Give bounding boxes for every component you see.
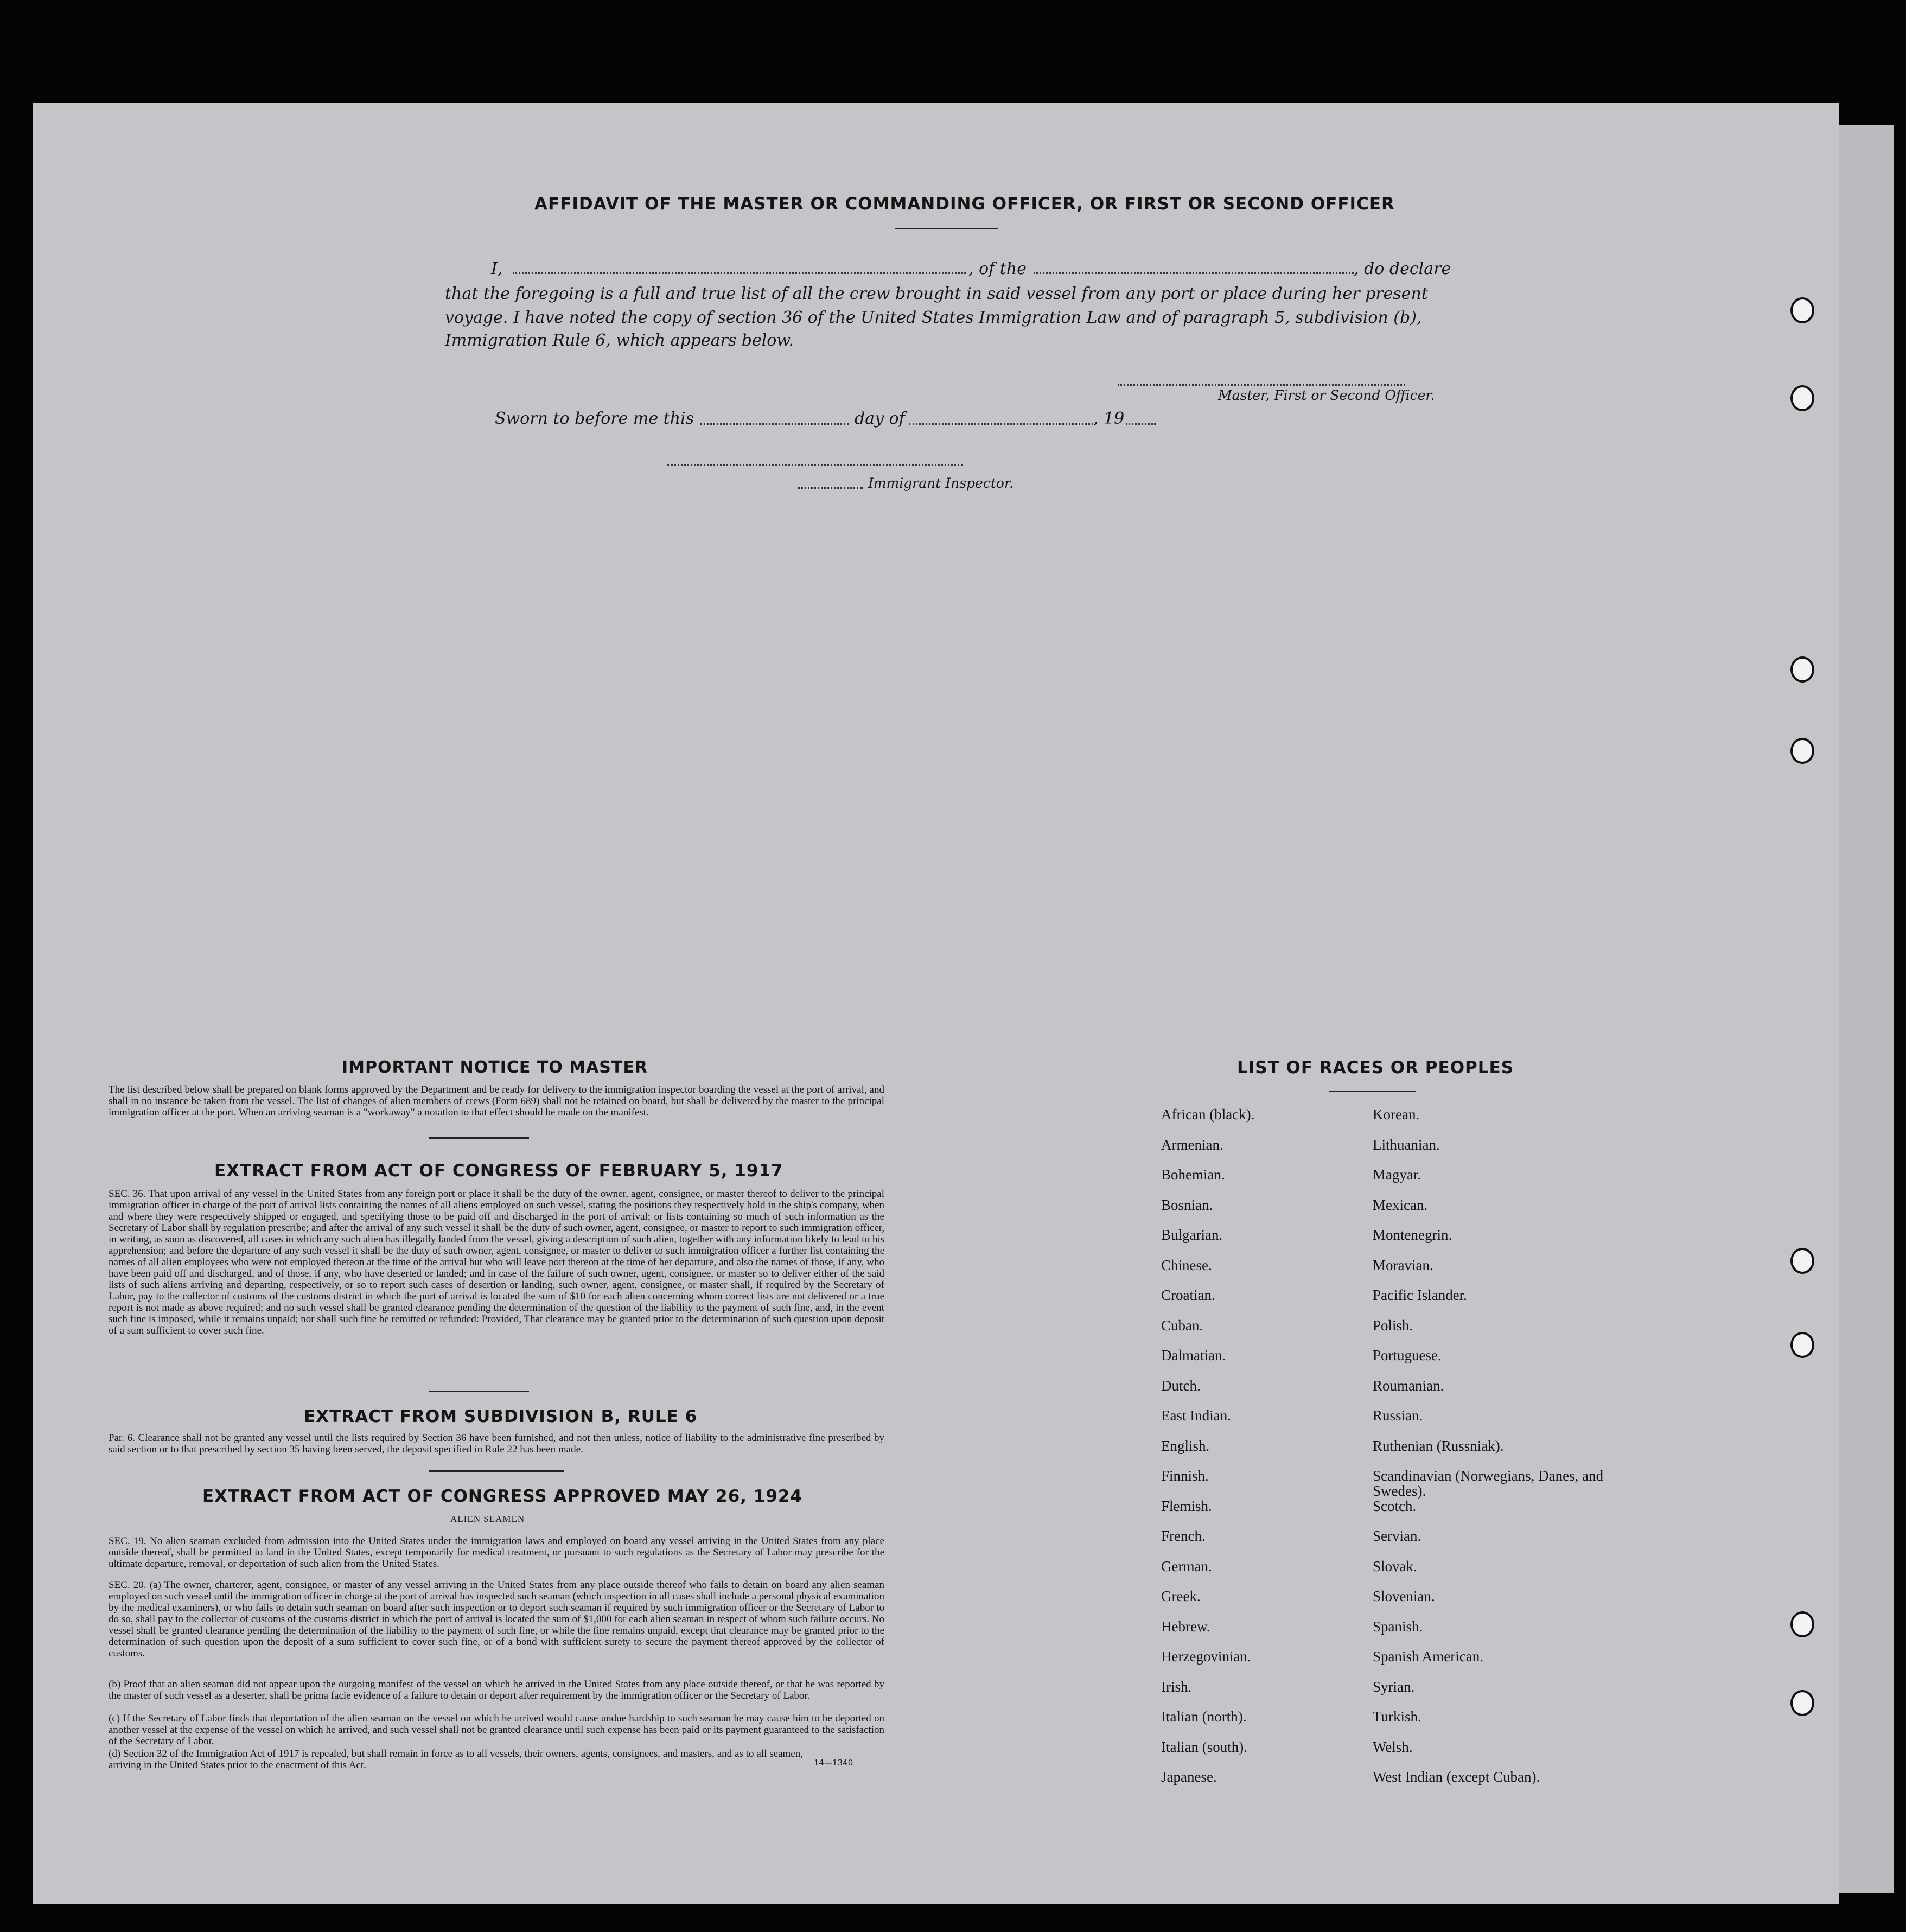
inspector-signature-line[interactable] xyxy=(667,464,963,466)
title-rule xyxy=(895,228,998,229)
races-column-2 xyxy=(1373,1107,1611,1800)
race-item: Mexican. xyxy=(1373,1196,1428,1213)
binder-hole xyxy=(1790,297,1814,323)
extract-1924-sec20c: (c) If the Secretary of Labor finds that deportation of the alien seaman on the vessel on which he arrived would cause undue hardship to such seaman he may cause him to be deported on another vessel at the expense of the vessel on which he arrived, and such vessel shall not be granted clearance until such expense has been paid or its payment guaranteed to the satisfaction of the Secretary of Labor. xyxy=(109,1713,884,1747)
notice-body: The list described below shall be prepared on blank forms approved by the Department and be ready for delivery to the immigration inspector boarding the vessel at the port of arrival, and shall in no instance be taken from the vessel. The list of changes of alien members of crews (Form 689) shall not be retained on board, but shall be delivered by the master to the principal immigration officer at the port. When an arriving seaman is a "workaway" a notation to that effect should be made on the manifest. xyxy=(109,1084,884,1118)
sworn-year-blank[interactable] xyxy=(1126,423,1156,425)
binder-hole xyxy=(1790,1332,1814,1358)
affidavit-do-declare: , do declare xyxy=(1354,259,1451,278)
inspector-line-lead xyxy=(798,487,863,489)
race-item: African (black). xyxy=(1161,1106,1255,1123)
race-item: Scotch. xyxy=(1373,1497,1417,1514)
race-item: Scandinavian (Norwegians, Danes, and Swedes). xyxy=(1373,1468,1604,1499)
master-label: Master, First or Second Officer. xyxy=(1218,387,1435,403)
race-item: Spanish American. xyxy=(1373,1648,1483,1665)
binder-hole xyxy=(1790,1248,1814,1274)
race-item: Bohemian. xyxy=(1161,1166,1225,1183)
race-item: Dalmatian. xyxy=(1161,1347,1226,1363)
binder-hole xyxy=(1790,1611,1814,1637)
vessel-blank[interactable] xyxy=(1034,272,1354,274)
race-item: Slovenian. xyxy=(1373,1588,1435,1604)
races-title-rule xyxy=(1329,1091,1416,1092)
affidavit-i: I, xyxy=(491,259,503,278)
race-item: Flemish. xyxy=(1161,1497,1212,1514)
extract-1917-title: EXTRACT FROM ACT OF CONGRESS OF FEBRUARY 5, 1917 xyxy=(214,1161,783,1181)
binder-hole xyxy=(1790,1690,1814,1716)
race-item: Italian (south). xyxy=(1161,1738,1247,1755)
section-rule xyxy=(429,1470,564,1472)
day-of-text: day of xyxy=(855,409,905,428)
notice-title: IMPORTANT NOTICE TO MASTER xyxy=(342,1058,648,1077)
race-item: Montenegrin. xyxy=(1373,1227,1452,1243)
extract-1924-sec19: SEC. 19. No alien seaman excluded from admission into the United States under the immigration laws and employed on board any vessel arriving in the United States from any place outside thereof, shall be permitted to land in the United States, except temporarily for medical treatment, or pursuant to such regulations as the Secretary of Labor may prescribe for the ultimate departure, removal, or deportation of such alien from the United States. xyxy=(109,1535,884,1570)
race-item: German. xyxy=(1161,1558,1212,1574)
race-item: Spanish. xyxy=(1373,1618,1423,1635)
form-number: 14—1340 xyxy=(814,1758,853,1768)
race-item: West Indian (except Cuban). xyxy=(1373,1769,1540,1785)
race-item: Ruthenian (Russniak). xyxy=(1373,1437,1504,1454)
affidavit-line-3: Immigration Rule 6, which appears below. xyxy=(445,331,794,350)
race-item: English. xyxy=(1161,1437,1210,1454)
race-item: Hebrew. xyxy=(1161,1618,1210,1635)
race-item: French. xyxy=(1161,1528,1206,1544)
sworn-day-blank[interactable] xyxy=(700,423,849,425)
sworn-text: Sworn to before me this xyxy=(495,409,694,428)
race-item: Cuban. xyxy=(1161,1317,1203,1334)
race-item: Irish. xyxy=(1161,1678,1192,1695)
affidavit-line-1: that the foregoing is a full and true list of all the crew brought in said vessel from any port or place during her present xyxy=(445,284,1428,303)
race-item: Bulgarian. xyxy=(1161,1227,1223,1243)
race-item: Italian (north). xyxy=(1161,1708,1247,1725)
section-rule xyxy=(429,1137,529,1139)
race-item: Armenian. xyxy=(1161,1136,1223,1153)
extract-1924-subtitle: ALIEN SEAMEN xyxy=(450,1514,525,1524)
race-item: Korean. xyxy=(1373,1106,1420,1123)
race-item: Chinese. xyxy=(1161,1257,1212,1273)
extract-1924-sec20a: SEC. 20. (a) The owner, charterer, agent, consignee, or master of any vessel arriving in the United States from any place outside thereof who fails to detain on board any alien seaman employed on such vessel until the immigration officer in charge at the port of arrival has inspected such seaman (which inspection in all cases shall include a personal physical examination by the medical examiners), or who fails to detain such seaman on board after such inspection or to deport such seaman if required by such immigration officer or the Secretary of Labor to do so, shall pay to the collector of customs of the customs district in which the port of arrival is located the sum of $1,000 for each alien seaman in respect of whom such failure occurs. No vessel shall be granted clearance pending the determination of the liability to the payment of such fine, or while the fine remains unpaid, except that clearance may be granted prior to the determination of such question upon the deposit of a sum sufficient to cover such fine, or of a bond with sufficient surety to secure the payment thereof approved by the collector of customs. xyxy=(109,1579,884,1659)
race-item: Syrian. xyxy=(1373,1678,1415,1695)
affidavit-of-the: , of the xyxy=(968,259,1027,278)
race-item: Polish. xyxy=(1373,1317,1413,1334)
race-item: Japanese. xyxy=(1161,1769,1217,1785)
inspector-label: Immigrant Inspector. xyxy=(868,475,1014,491)
rule6-body: Par. 6. Clearance shall not be granted any vessel until the lists required by Section 36 have been furnished, and not then unless, notice of liability to the administrative fine prescribed by said section or to that prescribed by section 35 having been served, the deposit specified in Rule 22 has been made. xyxy=(109,1432,884,1455)
race-item: East Indian. xyxy=(1161,1407,1231,1424)
extract-1924-sec20d: (d) Section 32 of the Immigration Act of 1917 is repealed, but shall remain in force as to all vessels, their owners, agents, consignees, and masters, and as to all seamen, arriving in the United States prior to the enactment of this Act. xyxy=(109,1748,803,1771)
extract-1917-body: SEC. 36. That upon arrival of any vessel in the United States from any foreign port or place it shall be the duty of the owner, agent, consignee, or master thereof to deliver to the principal immigration officer in charge of the port of arrival lists containing the names of all aliens employed on such vessel, stating the positions they respectively hold in the ship's company, when and where they were respectively shipped or engaged, and specifying those to be paid off and discharged in the port of arrival; or lists containing so much of such information as the Secretary of Labor shall by regulation prescribe; and after the arrival of any such vessel it shall be the duty of such owner, agent, consignee, or master to report to such immigration officer, in writing, as soon as discovered, all cases in which any such alien has illegally landed from the vessel, giving a description of such alien, together with any information likely to lead to his apprehension; and before the departure of any such vessel it shall be the duty of such owner, agent, consignee, or master to deliver to such immigration officer a further list containing the names of all alien employees who were not employed thereon at the time of the arrival but who will leave port thereon at the time of her departure, and also the names of those, if any, who have been paid off and discharged, and of those, if any, who have deserted or landed; and in case of the failure of such owner, agent, consignee, or master so to deliver either of the said lists of such aliens arriving and departing, respectively, or so to report such cases of desertion or landing, such owner, agent, consignee, or master shall, if required by the Secretary of Labor, pay to the collector of customs of the customs district in which the port of arrival is located the sum of $10 for each alien concerning whom correct lists are not delivered or a true report is not made as above required; and no such vessel shall be granted clearance pending the determination of the question of the liability to the payment of such fine, and, in the event such fine is imposed, while it remains unpaid; nor shall such fine be remitted or refunded: Provided, That clearance may be granted prior to the determination of such question upon deposit of a sum sufficient to cover such fine. xyxy=(109,1188,884,1336)
race-item: Finnish. xyxy=(1161,1468,1209,1484)
rule6-title: EXTRACT FROM SUBDIVISION B, RULE 6 xyxy=(304,1407,698,1426)
race-item: Servian. xyxy=(1373,1528,1421,1544)
year-prefix: , 19 xyxy=(1093,409,1125,428)
races-column-1 xyxy=(1161,1107,1340,1800)
race-item: Pacific Islander. xyxy=(1373,1287,1467,1303)
binder-hole xyxy=(1790,738,1814,764)
race-item: Turkish. xyxy=(1373,1708,1421,1725)
binder-hole xyxy=(1790,656,1814,683)
race-item: Croatian. xyxy=(1161,1287,1215,1303)
race-item: Lithuanian. xyxy=(1373,1136,1440,1153)
master-signature-line[interactable] xyxy=(1118,384,1405,386)
race-item: Bosnian. xyxy=(1161,1196,1213,1213)
race-item: Portuguese. xyxy=(1373,1347,1442,1363)
races-title: LIST OF RACES OR PEOPLES xyxy=(1237,1058,1514,1077)
race-item: Herzegovinian. xyxy=(1161,1648,1251,1665)
race-item: Dutch. xyxy=(1161,1377,1201,1394)
race-item: Magyar. xyxy=(1373,1166,1421,1183)
section-rule xyxy=(429,1391,529,1392)
race-item: Slovak. xyxy=(1373,1558,1417,1574)
race-item: Russian. xyxy=(1373,1407,1423,1424)
race-item: Roumanian. xyxy=(1373,1377,1444,1394)
affidavit-title: AFFIDAVIT OF THE MASTER OR COMMANDING OFFICER, OR FIRST OR SECOND OFFICER xyxy=(534,194,1395,214)
affidavit-line-2: voyage. I have noted the copy of section 36 of the United States Immigration Law and of paragraph 5, subdivision (b), xyxy=(445,308,1422,327)
race-item: Greek. xyxy=(1161,1588,1201,1604)
sworn-month-blank[interactable] xyxy=(909,423,1093,425)
name-blank[interactable] xyxy=(513,272,966,274)
extract-1924-sec20b: (b) Proof that an alien seaman did not appear upon the outgoing manifest of the vessel on which he arrived in the United States from any place outside thereof, or that he was reported by the master of such vessel as a deserter, shall be prima facie evidence of a failure to detain or deport after requirement by the immigration officer or the Secretary of Labor. xyxy=(109,1679,884,1701)
race-item: Moravian. xyxy=(1373,1257,1433,1273)
race-item: Welsh. xyxy=(1373,1738,1413,1755)
binder-hole xyxy=(1790,385,1814,411)
extract-1924-title: EXTRACT FROM ACT OF CONGRESS APPROVED MAY 26, 1924 xyxy=(202,1487,803,1506)
